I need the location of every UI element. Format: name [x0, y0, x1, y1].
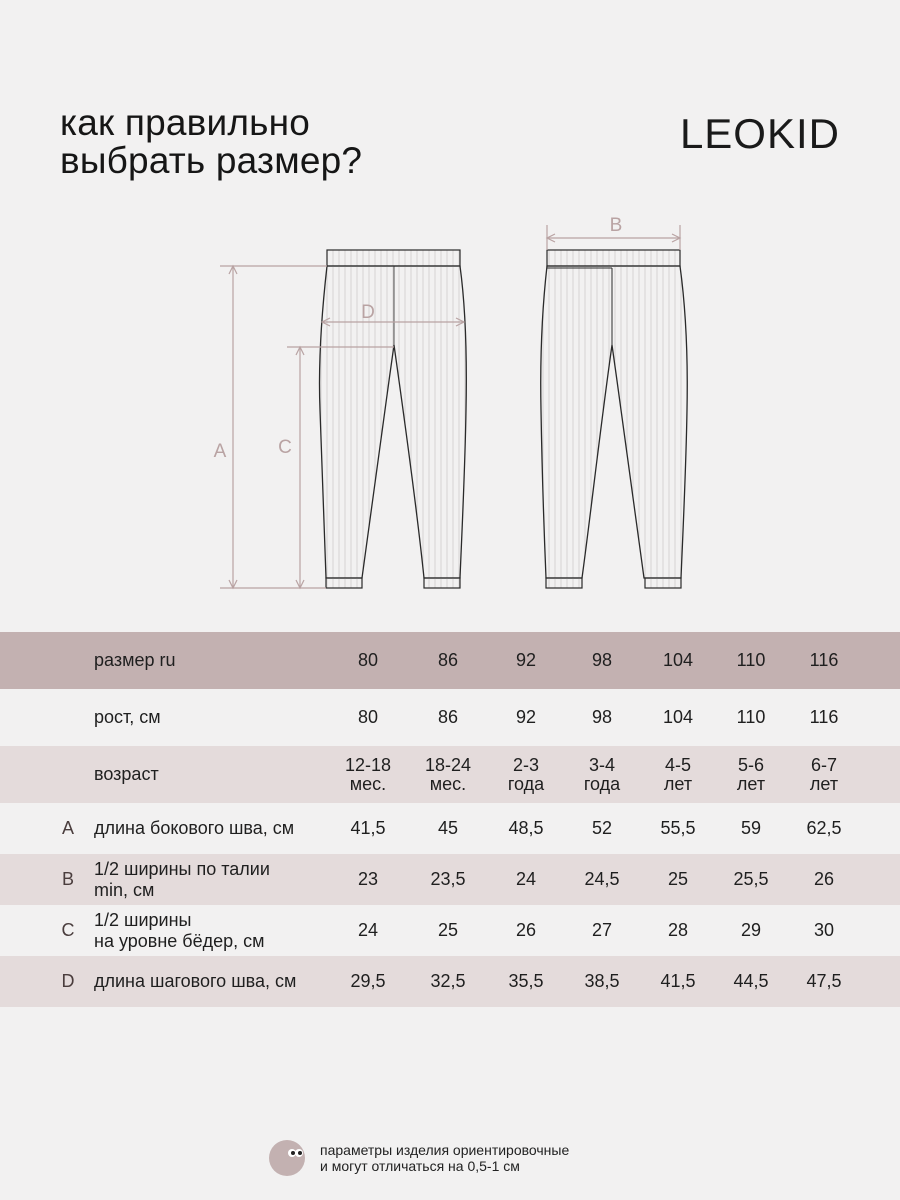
table-cell: 25	[667, 869, 689, 889]
title-line-2: выбрать размер?	[60, 140, 363, 181]
table-cell: 45	[437, 818, 459, 838]
table-cell: 3-4 года	[583, 754, 621, 794]
title-line-1: как правильно	[60, 102, 311, 143]
row-label: длина бокового шва, см	[94, 818, 295, 838]
disclaimer-line-2: и могут отличаться на 0,5-1 см	[320, 1158, 520, 1174]
row-letter: A	[61, 818, 74, 838]
label-a: A	[213, 441, 227, 462]
table-cell: 29,5	[350, 971, 386, 991]
table-cell: 32,5	[430, 971, 466, 991]
table-cell: 98	[591, 707, 613, 727]
table-cell: 35,5	[508, 971, 544, 991]
size-table	[0, 632, 900, 1007]
table-cell: 29	[740, 920, 762, 940]
table-cell: 23	[357, 869, 379, 889]
brand-logo: LEOKID	[679, 110, 840, 157]
table-cell: 24,5	[584, 869, 620, 889]
mascot-icon	[268, 1139, 306, 1177]
table-cell: 5-6 лет	[736, 754, 766, 794]
disclaimer-text	[320, 1142, 569, 1174]
table-cell: 86	[437, 650, 459, 670]
table-cell: 116	[809, 650, 839, 670]
table-cell: 41,5	[350, 818, 386, 838]
row-letter: B	[61, 869, 74, 889]
row-label: возраст	[94, 764, 159, 784]
table-cell: 80	[357, 707, 379, 727]
table-cell: 52	[591, 818, 613, 838]
row-label: размер ru	[94, 650, 176, 670]
row-label: длина шагового шва, см	[94, 971, 297, 991]
table-cell: 104	[662, 650, 694, 670]
table-cell: 98	[591, 650, 613, 670]
table-cell: 2-3 года	[507, 754, 545, 794]
table-cell: 4-5 лет	[663, 754, 693, 794]
table-cell: 48,5	[508, 818, 544, 838]
table-cell: 41,5	[660, 971, 696, 991]
row-label: 1/2 ширины по талии min, см	[94, 858, 270, 900]
front-pants-drawing	[319, 250, 466, 588]
table-cell: 27	[591, 920, 613, 940]
table-cell: 92	[515, 650, 537, 670]
table-cell: 38,5	[584, 971, 620, 991]
table-cell: 55,5	[660, 818, 696, 838]
table-row-a	[0, 803, 900, 854]
disclaimer-line-1: параметры изделия ориентировочные	[320, 1142, 570, 1158]
table-cell: 30	[813, 920, 835, 940]
label-c: C	[278, 437, 292, 458]
table-cell: 44,5	[733, 971, 769, 991]
table-cell: 86	[437, 707, 459, 727]
table-cell: 62,5	[806, 818, 842, 838]
table-cell: 24	[515, 869, 537, 889]
table-cell: 116	[809, 707, 839, 727]
table-row-size	[0, 632, 900, 689]
table-cell: 25,5	[733, 869, 769, 889]
label-d: D	[361, 302, 375, 323]
label-b: B	[609, 215, 623, 236]
table-cell: 12-18 мес.	[344, 754, 392, 794]
table-row-c	[0, 905, 900, 956]
row-letter: C	[61, 920, 75, 940]
table-cell: 59	[740, 818, 762, 838]
table-cell: 80	[357, 650, 379, 670]
table-cell: 26	[515, 920, 537, 940]
table-cell: 18-24 мес.	[424, 754, 472, 794]
table-row-age	[0, 746, 900, 803]
table-cell: 28	[667, 920, 689, 940]
table-cell: 104	[662, 707, 694, 727]
table-cell: 110	[736, 650, 766, 670]
table-cell: 92	[515, 707, 537, 727]
footer-note	[268, 1138, 569, 1178]
table-cell: 24	[357, 920, 379, 940]
table-cell: 25	[437, 920, 459, 940]
row-letter: D	[61, 971, 75, 991]
table-row-d	[0, 956, 900, 1007]
row-label: рост, см	[94, 707, 161, 727]
back-pants-drawing	[541, 250, 687, 588]
table-cell: 47,5	[806, 971, 842, 991]
table-cell: 23,5	[430, 869, 466, 889]
table-cell: 110	[736, 707, 766, 727]
table-cell: 26	[813, 869, 835, 889]
table-row-b	[0, 854, 900, 905]
table-row-height	[0, 689, 900, 746]
row-label: 1/2 ширины на уровне бёдер, см	[94, 909, 265, 951]
measure-a	[220, 266, 327, 588]
table-cell: 6-7 лет	[809, 754, 839, 794]
